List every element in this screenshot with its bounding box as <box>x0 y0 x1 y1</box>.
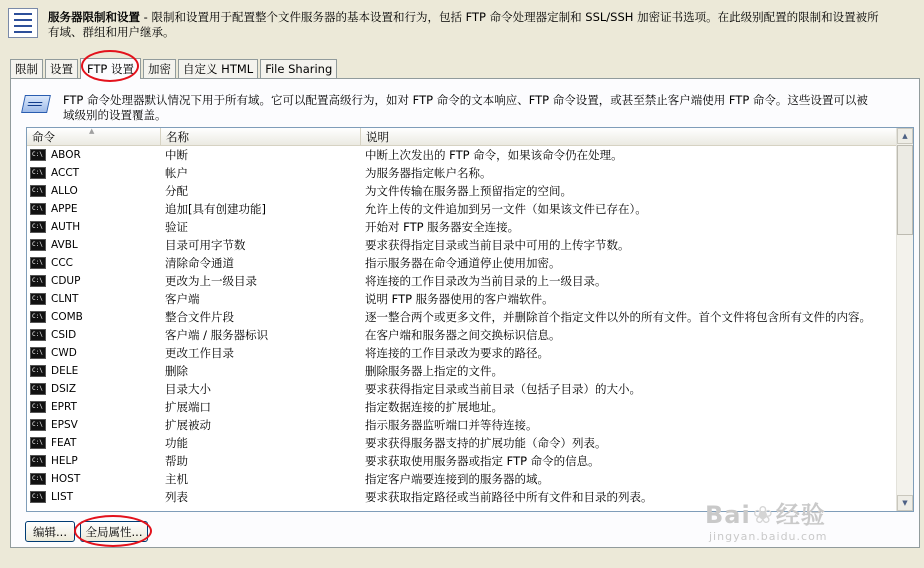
command-description: 中断上次发出的 FTP 命令，如果该命令仍在处理。 <box>365 148 623 162</box>
command-prompt-icon: C:\ <box>30 221 46 233</box>
command-name: 主机 <box>165 472 188 486</box>
command-name: 目录大小 <box>165 382 211 396</box>
header-text <box>48 8 879 40</box>
command-description: 要求获取指定路径或当前路径中所有文件和目录的列表。 <box>365 490 653 504</box>
command-code: LIST <box>51 491 74 503</box>
list-item[interactable] <box>27 200 913 218</box>
intro-line1: FTP 命令处理器默认情况下用于所有域。它可以配置高级行为，如对 FTP 命令的文本响应、FTP 命令设置，或甚至禁止客户端使用 FTP 命令。这些设置可以被 <box>63 93 868 107</box>
command-prompt-icon: C:\ <box>30 437 46 449</box>
list-item[interactable] <box>27 272 913 290</box>
command-code: CDUP <box>51 275 81 287</box>
command-name: 验证 <box>165 220 188 234</box>
tab-ftp-settings[interactable]: FTP 设置 <box>80 58 141 79</box>
command-name: 客户端 <box>165 292 200 306</box>
command-cell <box>27 455 161 467</box>
command-name: 更改为上一级目录 <box>165 274 257 288</box>
command-description: 为文件传输在服务器上预留指定的空间。 <box>365 184 572 198</box>
command-prompt-icon: C:\ <box>30 293 46 305</box>
watermark-logo-right: 经验 <box>775 501 826 529</box>
command-code: CWD <box>51 347 77 359</box>
command-code: EPRT <box>51 401 77 413</box>
tab-limits[interactable]: 限制 <box>10 59 43 78</box>
tab-bar <box>10 58 339 78</box>
command-prompt-icon: C:\ <box>30 203 46 215</box>
command-name: 整合文件片段 <box>165 310 234 324</box>
scroll-down-button[interactable]: ▼ <box>897 495 913 511</box>
list-item[interactable] <box>27 488 913 506</box>
list-item[interactable] <box>27 254 913 272</box>
command-description: 将连接的工作目录改为要求的路径。 <box>365 346 549 360</box>
list-rows <box>27 146 913 512</box>
command-code: HOST <box>51 473 81 485</box>
header <box>0 0 924 50</box>
command-name: 功能 <box>165 436 188 450</box>
command-description: 在客户端和服务器之间交换标识信息。 <box>365 328 561 342</box>
edit-button[interactable]: 编辑... <box>25 521 75 542</box>
command-code: DSIZ <box>51 383 77 395</box>
header-title: 服务器限制和设置 <box>48 10 140 24</box>
command-prompt-icon: C:\ <box>30 185 46 197</box>
intro <box>23 93 903 123</box>
command-description: 允许上传的文件追加到另一文件（如果该文件已存在）。 <box>365 202 647 216</box>
ftp-command-list[interactable] <box>26 127 914 512</box>
list-item[interactable] <box>27 290 913 308</box>
command-code: EPSV <box>51 419 78 431</box>
command-prompt-icon: C:\ <box>30 239 46 251</box>
command-code: ACCT <box>51 167 80 179</box>
command-description: 指定客户端要连接到的服务器的域。 <box>365 472 549 486</box>
command-code: CSID <box>51 329 77 341</box>
command-prompt-icon: C:\ <box>30 257 46 269</box>
command-cell <box>27 167 161 179</box>
watermark-url: jingyan.baidu.com <box>709 530 828 543</box>
command-name: 扩展被动 <box>165 418 211 432</box>
command-cell <box>27 275 161 287</box>
command-description: 为服务器指定帐户名称。 <box>365 166 492 180</box>
command-prompt-icon: C:\ <box>30 167 46 179</box>
tab-settings[interactable]: 设置 <box>45 59 78 78</box>
list-item[interactable] <box>27 326 913 344</box>
command-description: 指示服务器监听端口并等待连接。 <box>365 418 538 432</box>
command-description: 开始对 FTP 服务器安全连接。 <box>365 220 520 234</box>
intro-line2: 域级别的设置覆盖。 <box>63 108 167 122</box>
tab-file-sharing[interactable]: File Sharing <box>260 59 337 78</box>
watermark-logo-left: Bai <box>705 501 751 529</box>
command-description: 删除服务器上指定的文件。 <box>365 364 503 378</box>
command-handler-icon <box>21 95 51 113</box>
list-item[interactable] <box>27 308 913 326</box>
settings-list-icon <box>8 8 38 38</box>
list-item[interactable] <box>27 452 913 470</box>
command-code: HELP <box>51 455 78 467</box>
column-header-description[interactable]: 说明 <box>366 130 389 144</box>
list-item[interactable] <box>27 146 913 164</box>
command-description: 要求获得指定目录或当前目录中可用的上传字节数。 <box>365 238 630 252</box>
command-code: DELE <box>51 365 79 377</box>
command-cell <box>27 329 161 341</box>
command-cell <box>27 473 161 485</box>
command-prompt-icon: C:\ <box>30 455 46 467</box>
command-name: 扩展端口 <box>165 400 211 414</box>
command-code: CLNT <box>51 293 79 305</box>
command-description: 指定数据连接的扩展地址。 <box>365 400 503 414</box>
list-item[interactable] <box>27 434 913 452</box>
command-name: 中断 <box>165 148 188 162</box>
command-code: AUTH <box>51 221 81 233</box>
command-code: ALLO <box>51 185 78 197</box>
list-item[interactable] <box>27 236 913 254</box>
command-name: 帮助 <box>165 454 188 468</box>
command-prompt-icon: C:\ <box>30 149 46 161</box>
command-cell <box>27 257 161 269</box>
scroll-up-button[interactable]: ▲ <box>897 128 913 144</box>
command-code: CCC <box>51 257 73 269</box>
command-code: ABOR <box>51 149 81 161</box>
command-cell <box>27 293 161 305</box>
command-description: 要求获取使用服务器或指定 FTP 命令的信息。 <box>365 454 600 468</box>
command-prompt-icon: C:\ <box>30 473 46 485</box>
command-name: 清除命令通道 <box>165 256 234 270</box>
command-cell <box>27 239 161 251</box>
command-cell <box>27 347 161 359</box>
command-cell <box>27 491 161 503</box>
command-name: 分配 <box>165 184 188 198</box>
command-cell <box>27 311 161 323</box>
list-item[interactable] <box>27 398 913 416</box>
command-cell <box>27 149 161 161</box>
command-prompt-icon: C:\ <box>30 419 46 431</box>
column-header-command[interactable]: 命令 ▲ <box>27 128 161 146</box>
tab-custom-html[interactable]: 自定义 HTML <box>178 59 258 78</box>
list-item[interactable] <box>27 164 913 182</box>
command-cell <box>27 419 161 431</box>
vertical-scrollbar[interactable] <box>896 128 913 511</box>
command-cell <box>27 383 161 395</box>
command-description: 要求获得指定目录或当前目录（包括子目录）的大小。 <box>365 382 641 396</box>
sort-ascending-icon: ▲ <box>89 127 95 135</box>
command-cell <box>27 365 161 377</box>
command-prompt-icon: C:\ <box>30 401 46 413</box>
command-cell <box>27 437 161 449</box>
command-prompt-icon: C:\ <box>30 491 46 503</box>
command-name: 帐户 <box>165 166 188 180</box>
paw-icon: ❀ <box>752 501 774 529</box>
command-code: AVBL <box>51 239 78 251</box>
command-prompt-icon: C:\ <box>30 275 46 287</box>
command-name: 更改工作目录 <box>165 346 234 360</box>
command-description: 逐一整合两个或更多文件，并删除首个指定文件以外的所有文件。首个文件将包含所有文件的内容。 <box>365 310 871 324</box>
header-description: - 限制和设置用于配置整个文件服务器的基本设置和行为，包括 FTP 命令处理器定制和 SSL/SSH 加密证书选项。在此级别配置的限制和设置被所 <box>140 10 879 24</box>
command-prompt-icon: C:\ <box>30 311 46 323</box>
command-cell <box>27 185 161 197</box>
list-item[interactable] <box>27 182 913 200</box>
command-prompt-icon: C:\ <box>30 365 46 377</box>
global-properties-button[interactable]: 全局属性... <box>80 521 148 542</box>
tab-panel <box>10 78 920 548</box>
command-name: 客户端 / 服务器标识 <box>165 328 269 342</box>
command-cell <box>27 221 161 233</box>
command-cell <box>27 203 161 215</box>
command-cell <box>27 401 161 413</box>
list-header <box>27 128 913 146</box>
command-prompt-icon: C:\ <box>30 347 46 359</box>
command-name: 目录可用字节数 <box>165 238 246 252</box>
command-prompt-icon: C:\ <box>30 383 46 395</box>
list-item[interactable] <box>27 344 913 362</box>
list-item[interactable] <box>27 362 913 380</box>
command-name: 列表 <box>165 490 188 504</box>
column-header-name[interactable]: 名称 <box>161 128 361 146</box>
scroll-thumb[interactable] <box>897 145 913 235</box>
command-name: 删除 <box>165 364 188 378</box>
list-item[interactable] <box>27 218 913 236</box>
command-description: 说明 FTP 服务器使用的客户端软件。 <box>365 292 554 306</box>
command-description: 指示服务器在命令通道停止使用加密。 <box>365 256 561 270</box>
intro-text <box>63 93 868 123</box>
list-item[interactable] <box>27 380 913 398</box>
command-name: 追加[具有创建功能] <box>165 202 266 216</box>
command-code: APPE <box>51 203 78 215</box>
header-description-line2: 有域、群组和用户继承。 <box>48 25 175 39</box>
tab-encryption[interactable]: 加密 <box>143 59 176 78</box>
command-description: 要求获得服务器支持的扩展功能（命令）列表。 <box>365 436 607 450</box>
command-code: FEAT <box>51 437 77 449</box>
command-description: 将连接的工作目录改为当前目录的上一级目录。 <box>365 274 607 288</box>
command-code: COMB <box>51 311 83 323</box>
list-item[interactable] <box>27 416 913 434</box>
command-prompt-icon: C:\ <box>30 329 46 341</box>
list-item[interactable] <box>27 470 913 488</box>
